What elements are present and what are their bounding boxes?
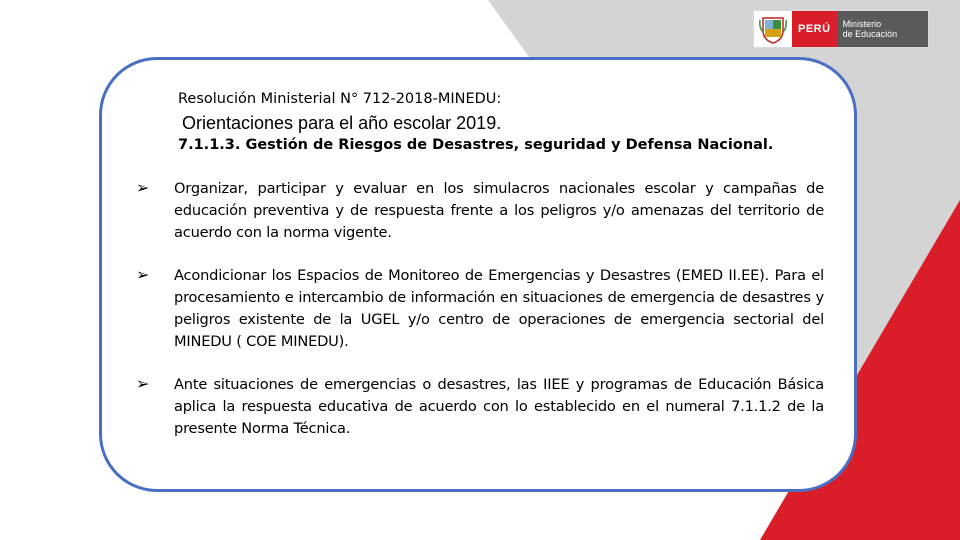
arrow-bullet-icon: ➢	[136, 180, 150, 197]
logo-ministry-label	[837, 11, 928, 47]
section-heading: 7.1.1.3. Gestión de Riesgos de Desastres, seguridad y Defensa Nacional.	[178, 137, 774, 153]
list-item	[136, 178, 824, 244]
list-item-text: Ante situaciones de emergencias o desastres, las IIEE y programas de Educación Básica aplica la respuesta educativa de acuerdo con lo establecido en el numeral 7.1.1.2 de la presente Norma Técnica.	[174, 376, 824, 437]
arrow-bullet-icon: ➢	[136, 376, 150, 393]
list-item	[136, 265, 824, 353]
arrow-bullet-icon: ➢	[136, 267, 150, 284]
list-item-text: Acondicionar los Espacios de Monitoreo de Emergencias y Desastres (EMED II.EE). Para el procesamiento e intercambio de información en situaciones de emergencia de desastres y peligros existente de la UGEL y/o centro de operaciones de emergencia sectorial del MINEDU ( COE MINEDU).	[174, 267, 824, 350]
resolution-title: Resolución Ministerial N° 712-2018-MINEDU:	[178, 91, 502, 107]
logo-country-label: PERÚ	[792, 11, 837, 47]
logo-ministry-line1: Ministerio	[842, 19, 882, 29]
list-item-text: Organizar, participar y evaluar en los simulacros nacionales escolar y campañas de educación preventiva y de respuesta frente a los peligros y/o amenazas del territorio de acuerdo con la norma vigente.	[174, 180, 824, 241]
ministry-logo	[753, 10, 929, 48]
logo-ministry-line2: de Educación	[842, 29, 898, 39]
list-item	[136, 374, 824, 440]
page-subtitle: Orientaciones para el año escolar 2019.	[182, 113, 502, 133]
coat-of-arms-icon	[754, 11, 792, 47]
